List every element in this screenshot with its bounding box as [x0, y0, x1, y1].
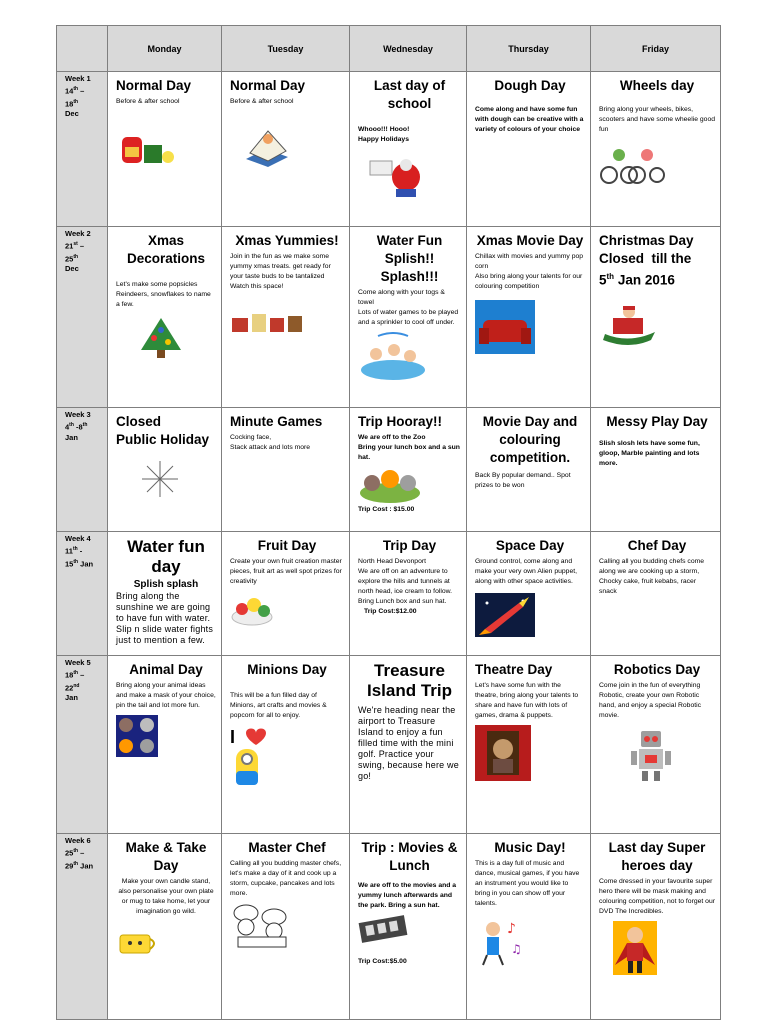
activity-title: Trip : Movies & Lunch [361, 840, 458, 873]
day-cell [591, 72, 721, 227]
activity-title: Xmas Yummies! [235, 233, 339, 248]
activity-title: Chef Day [627, 538, 687, 553]
activity-title: Robotics Day [613, 662, 701, 677]
music-icon [475, 913, 525, 967]
activity-desc: Before & after school [230, 98, 294, 105]
activity-desc: Join in the fun as we make some yummy xmas treats. get ready for your taste buds to be tantalized Watch this space! [230, 253, 331, 290]
week-row [57, 72, 721, 227]
day-cell [108, 227, 222, 408]
week-label-cell: Week 4 11th - 15th Jan [57, 532, 108, 656]
activity-title: Xmas Decorations [126, 233, 206, 266]
day-cell [467, 656, 591, 834]
week-range: 11th - [65, 546, 83, 556]
day-cell [222, 834, 350, 1020]
day-cell [591, 532, 721, 656]
activity-desc: Calling all you budding master chefs, let's make a day of it and cook up a storm, cupcake, pancakes and lots more. [230, 860, 342, 897]
header-row [57, 26, 721, 72]
day-cell [222, 227, 350, 408]
activity-title: Wheels day [619, 78, 695, 93]
day-cell [591, 227, 721, 408]
week-label: Week 6 [65, 836, 91, 845]
day-cell [222, 656, 350, 834]
week-row [57, 532, 721, 656]
fireworks-icon [138, 459, 182, 499]
day-cell [108, 532, 222, 656]
masks-icon [116, 715, 158, 757]
activity-desc: We are off to the movies and a yummy lunch afterwards and the park. Bring a sun hat. [358, 882, 457, 909]
book-icon [242, 125, 292, 167]
week-label: Week 2 [65, 229, 91, 238]
party-icon [366, 151, 428, 199]
header-corner [57, 26, 108, 72]
trip-cost: Trip Cost:$12.00 [364, 608, 417, 615]
week-label-cell [57, 408, 108, 532]
trip-cost: Trip Cost : $15.00 [358, 506, 415, 513]
activity-desc: Bring along your animal ideas and make a mask of your choice, pin the tail and lot more fun. [116, 682, 216, 709]
film-icon [358, 913, 408, 943]
day-cell [350, 656, 467, 834]
activity-desc: Let's have some fun with the theatre, bring along your talents to share and have fun with lots of games, drama & puppets. [475, 682, 579, 719]
day-cell [108, 834, 222, 1020]
week-label-cell: Week 2 21st – 25th Dec [57, 227, 108, 408]
fruit-icon [230, 591, 274, 627]
activity-desc: North Head Devonport We are off on an adventure to explore the hills and tunnels at north head, ice cream to follow. Bring Lunch box and sun hat. [358, 558, 453, 605]
activity-title: Fruit Day [257, 538, 317, 553]
activity-title: Water fun day [127, 537, 205, 576]
activity-title: Normal Day [230, 78, 306, 93]
activity-desc: Let's make some popsicles Reindeers, snowflakes to name a few. [116, 281, 211, 308]
theatre-icon [475, 725, 531, 781]
activity-desc: Come along with your togs & towel Lots of water games to be played and a sprinkler to cool off under. [358, 289, 459, 326]
week-month: Dec [65, 264, 79, 273]
activity-desc: We're heading near the airport to Treasure Island to enjoy a fun filled time with the mini golf. Practice your swing, because here we go! [358, 705, 459, 781]
activity-desc: Slish slosh lets have some fun, gloop, Marble painting and lots more. [599, 440, 700, 467]
activity-title: Christmas Day Closed till the 5th Jan 2016 [599, 233, 694, 288]
week-label: Week 3 [65, 410, 91, 419]
day-cell [222, 72, 350, 227]
activity-title: Xmas Movie Day [476, 233, 584, 248]
day-cell [350, 72, 467, 227]
day-cell [591, 656, 721, 834]
activity-desc: Come join in the fun of everything Robotic, create your own Robotic hand, and enjoy a special Robotic movie. [599, 682, 702, 719]
week-range: 25th – [65, 848, 85, 858]
superhero-icon [613, 921, 657, 975]
activity-title: Trip Hooray!! [358, 414, 443, 429]
activity-desc: Bring along your wheels, bikes, scooters and have some wheelie good fun [599, 106, 715, 133]
activity-title: Last day Super heroes day [608, 840, 706, 873]
week-label: Week 4 [65, 534, 91, 543]
backpack-icon [116, 129, 176, 169]
day-cell [350, 408, 467, 532]
activity-desc: Calling all you budding chefs come along we are cooking up a storm, Chocky cake, fruit kebabs, racer snack [599, 558, 705, 595]
activity-title: Messy Play Day [606, 414, 708, 429]
trip-cost: Trip Cost:$5.00 [358, 958, 407, 965]
week-range: 4th -8th [65, 422, 88, 432]
week-label-cell: Week 5 18th – 22nd Jan [57, 656, 108, 834]
activity-title: Minions Day [247, 662, 327, 677]
day-cell [467, 72, 591, 227]
activity-title: Trip Day [382, 538, 437, 553]
svg-text:♫: ♫ [511, 942, 522, 956]
minion-icon [230, 727, 268, 789]
activity-desc: Create your own fruit creation master pieces, fruit art as well spot prizes for creativity [230, 558, 342, 585]
header-tuesday: Tuesday [222, 26, 350, 72]
activity-calendar-table [56, 25, 721, 1020]
week-row [57, 656, 721, 834]
activity-title: Dough Day [494, 78, 566, 93]
header-monday: Monday [108, 26, 222, 72]
mug-icon [116, 931, 160, 955]
activity-desc: This will be a fun filled day of Minions, art crafts and movies & popcorn for all to enjoy. [230, 692, 327, 719]
day-cell [467, 227, 591, 408]
activity-title: Last day of school [373, 78, 446, 111]
activity-desc: Come along and have some fun with dough can be creative with a variety of colours of your choice [475, 106, 584, 133]
week-month: Dec [65, 109, 79, 118]
day-cell [591, 834, 721, 1020]
day-cell [222, 532, 350, 656]
activity-desc: Bring along the sunshine we are going to have fun with water. Slip n slide water fights just to mention a few. [116, 591, 214, 645]
week-range: 21st – [65, 241, 85, 251]
activity-desc: Ground control, come along and make your very own Alien puppet, along with other space activities. [475, 558, 578, 585]
chef-icon [230, 903, 294, 951]
day-cell [350, 834, 467, 1020]
activity-title: Theatre Day [475, 662, 553, 677]
header-friday: Friday [591, 26, 721, 72]
week-month: Jan [65, 432, 78, 442]
activity-desc: Back By popular demand.. Spot prizes to be won [475, 472, 571, 489]
day-cell [350, 532, 467, 656]
week-row [57, 834, 721, 1020]
week-row [57, 227, 721, 408]
rocket-icon [475, 593, 535, 637]
activity-title: Space Day [495, 538, 565, 553]
day-cell [222, 408, 350, 532]
activity-title: Water Fun Splish!! Splash!!! [376, 233, 443, 284]
robot-icon [629, 729, 673, 783]
activity-desc: Cocking face, Stack attack and lots more [230, 434, 311, 451]
pool-icon [358, 332, 428, 382]
sleigh-icon [599, 304, 661, 348]
activity-desc: Chillax with movies and yummy pop corn Also bring along your talents for our colouring competition [475, 253, 584, 290]
day-cell [467, 408, 591, 532]
week-label-cell: Week 1 14th – 18th Dec [57, 72, 108, 227]
tree-icon [136, 316, 186, 360]
activity-desc: We are off to the Zoo Bring your lunch box and a sun hat. [358, 434, 460, 461]
activity-title: Music Day! [494, 840, 566, 855]
week-label: Week 1 [65, 74, 91, 83]
activity-desc: Whooo!!! Hooo! Happy Holidays [358, 126, 410, 143]
week-range: 18th – [65, 670, 85, 680]
activity-desc: Come dressed in your favourite super hero there will be mask making and colouring competition, not to forget our DVD The Incredibles. [599, 878, 715, 915]
day-cell [591, 408, 721, 532]
zoo-icon [358, 465, 422, 503]
header-wednesday: Wednesday [350, 26, 467, 72]
week-range: 14th – [65, 86, 85, 96]
day-cell [108, 656, 222, 834]
svg-text:♪: ♪ [507, 921, 516, 937]
week-month: Jan [65, 693, 78, 702]
activity-title: Normal Day [116, 78, 192, 93]
activity-subtitle: Splish splash [133, 579, 199, 590]
activity-desc: This is a day full of music and dance, musical games, if you have an instrument you would like to bring in you can show off your talents. [475, 860, 580, 907]
activity-title: Minute Games [230, 414, 323, 429]
treats-icon [230, 308, 304, 334]
couch-icon [475, 300, 535, 354]
activity-title: Treasure Island Trip [366, 661, 453, 700]
day-cell [467, 834, 591, 1020]
week-label-cell: Week 6 25th – 29th Jan [57, 834, 108, 1020]
day-cell [108, 72, 222, 227]
day-cell [108, 408, 222, 532]
activity-title: Make & Take Day [125, 840, 207, 873]
week-label: Week 5 [65, 658, 91, 667]
activity-title: Closed Public Holiday [116, 414, 210, 447]
activity-title: Master Chef [248, 840, 326, 855]
day-cell [350, 227, 467, 408]
day-cell [467, 532, 591, 656]
activity-desc: Make your own candle stand, also personalise your own plate or mug to take home, let your imagination go wild. [118, 878, 214, 915]
activity-title: Animal Day [129, 662, 203, 677]
svg-text:I: I [230, 727, 236, 747]
header-thursday: Thursday [467, 26, 591, 72]
bikes-icon [599, 145, 665, 185]
activity-title: Movie Day and colouring competition. [482, 414, 578, 465]
week-row [57, 408, 721, 532]
activity-desc: Before & after school [116, 98, 180, 105]
